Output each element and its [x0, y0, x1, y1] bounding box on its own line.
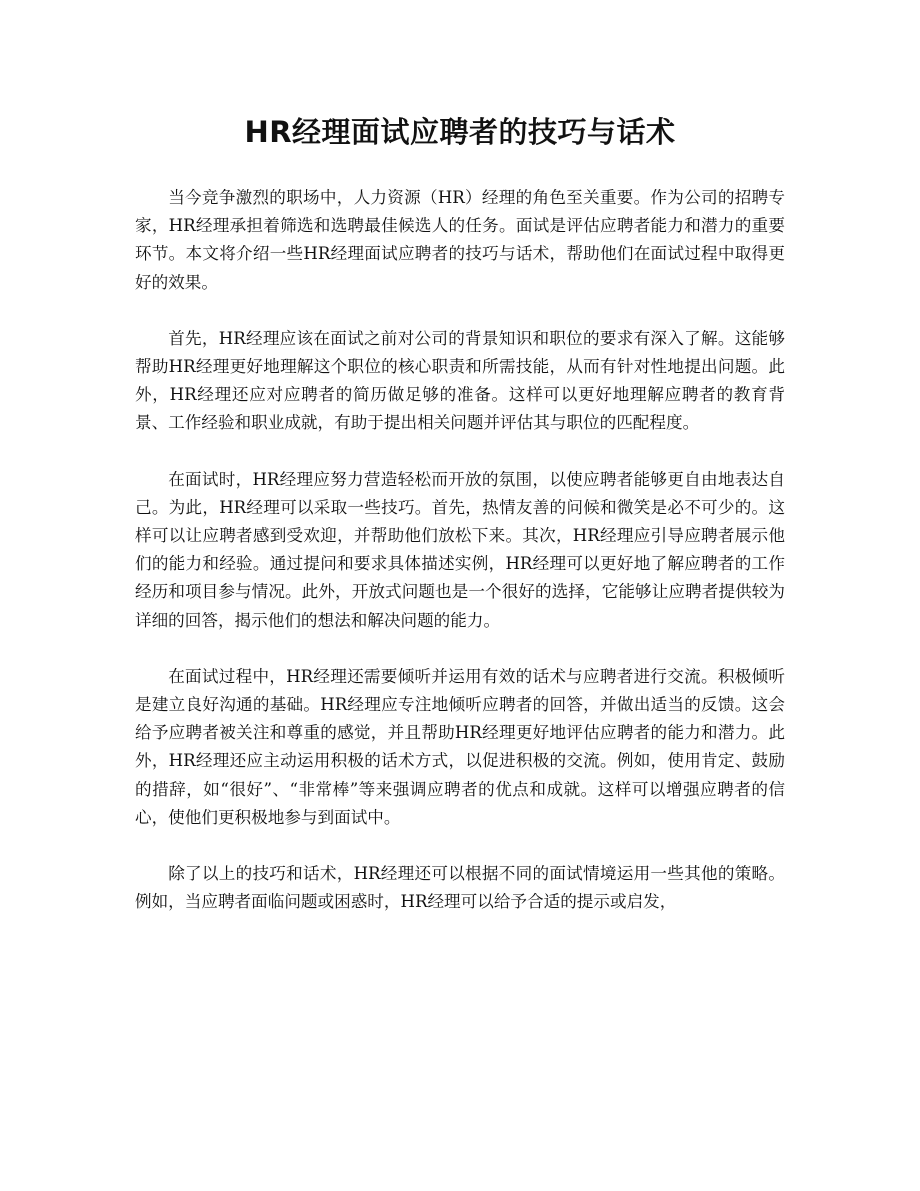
- paragraph-intro: 当今竞争激烈的职场中，人力资源（HR）经理的角色至关重要。作为公司的招聘专家，HR经理承担着筛选和选聘最佳候选人的任务。面试是评估应聘者能力和潜力的重要环节。本文将介绍一些HR经理面试应聘者的技巧与话术，帮助他们在面试过程中取得更好的效果。: [135, 188, 785, 292]
- paragraph-atmosphere: 在面试时，HR经理应努力营造轻松而开放的氛围，以使应聘者能够更自由地表达自己。为此，HR经理可以采取一些技巧。首先，热情友善的问候和微笑是必不可少的。这样可以让应聘者感到受欢迎，并帮助他们放松下来。其次，HR经理应引导应聘者展示他们的能力和经验。通过提问和要求具体描述实例，HR经理可以更好地了解应聘者的工作经历和项目参与情况。此外，开放式问题也是一个很好的选择，它能够让应聘者提供较为详细的回答，揭示他们的想法和解决问题的能力。: [135, 469, 785, 630]
- paragraph-strategies: 除了以上的技巧和话术，HR经理还可以根据不同的面试情境运用一些其他的策略。例如，当应聘者面临问题或困惑时，HR经理可以给予合适的提示或启发，: [135, 864, 785, 912]
- document-title: HR经理面试应聘者的技巧与话术: [244, 115, 676, 149]
- paragraph-listening: 在面试过程中，HR经理还需要倾听并运用有效的话术与应聘者进行交流。积极倾听是建立良好沟通的基础。HR经理应专注地倾听应聘者的回答，并做出适当的反馈。这会给予应聘者被关注和尊重的感觉，并且帮助HR经理更好地评估应聘者的能力和潜力。此外，HR经理还应主动运用积极的话术方式，以促进积极的交流。例如，使用肯定、鼓励的措辞，如“很好”、“非常棒”等来强调应聘者的优点和成就。这样可以增强应聘者的信心，使他们更积极地参与到面试中。: [135, 666, 785, 827]
- document-body: [135, 184, 785, 944]
- paragraph-preparation: 首先，HR经理应该在面试之前对公司的背景知识和职位的要求有深入了解。这能够帮助HR经理更好地理解这个职位的核心职责和所需技能，从而有针对性地提出问题。此外，HR经理还应对应聘者的简历做足够的准备。这样可以更好地理解应聘者的教育背景、工作经验和职业成就，有助于提出相关问题并评估其与职位的匹配程度。: [135, 328, 785, 433]
